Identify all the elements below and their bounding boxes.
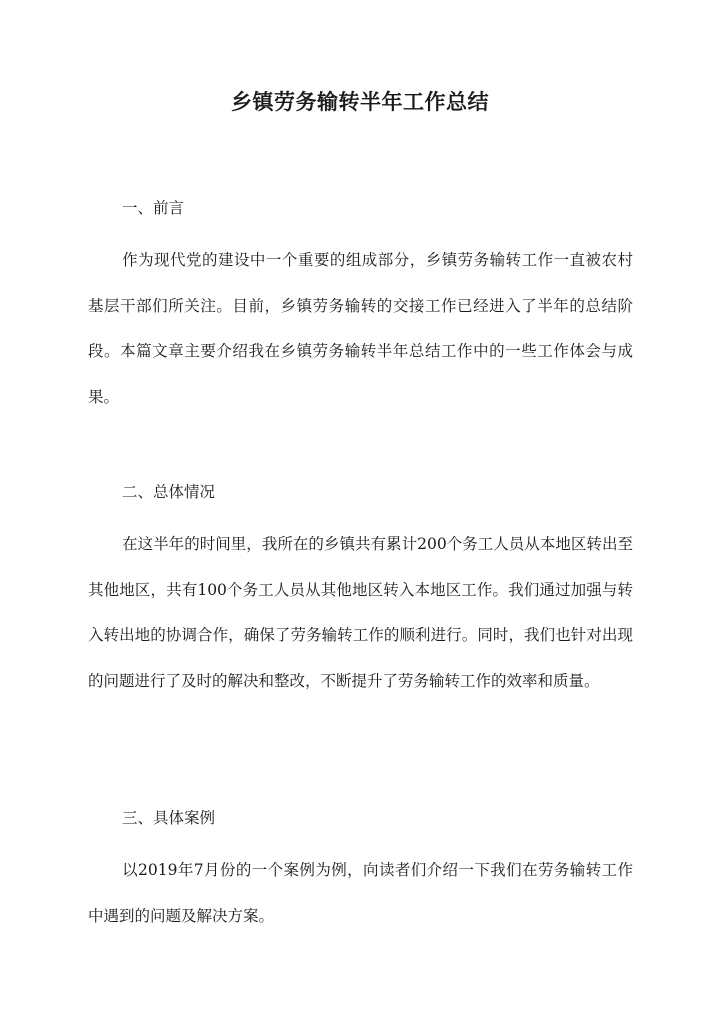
document-title: 乡镇劳务输转半年工作总结 bbox=[231, 89, 489, 114]
section-heading-overview: 二、总体情况 bbox=[122, 483, 216, 501]
section-paragraph-case: 以2019年7月份的一个案例为例，向读者们介绍一下我们在劳务输转工作中遇到的问题及解决方案。 bbox=[88, 861, 633, 925]
section-heading-case: 三、具体案例 bbox=[122, 809, 216, 827]
section-paragraph-preface: 作为现代党的建设中一个重要的组成部分，乡镇劳务输转工作一直被农村基层干部们所关注。目前，乡镇劳务输转的交接工作已经进入了半年的总结阶段。本篇文章主要介绍我在乡镇劳务输转半年总结工作中的一些工作体会与成果。 bbox=[88, 251, 633, 407]
section-paragraph-overview: 在这半年的时间里，我所在的乡镇共有累计200个务工人员从本地区转出至其他地区，共有100个务工人员从其他地区转入本地区工作。我们通过加强与转入转出地的协调合作，确保了劳务输转工作的顺利进行。同时，我们也针对出现的问题进行了及时的解决和整改，不断提升了劳务输转工作的效率和质量。 bbox=[88, 535, 633, 691]
section-heading-preface: 一、前言 bbox=[122, 199, 185, 217]
